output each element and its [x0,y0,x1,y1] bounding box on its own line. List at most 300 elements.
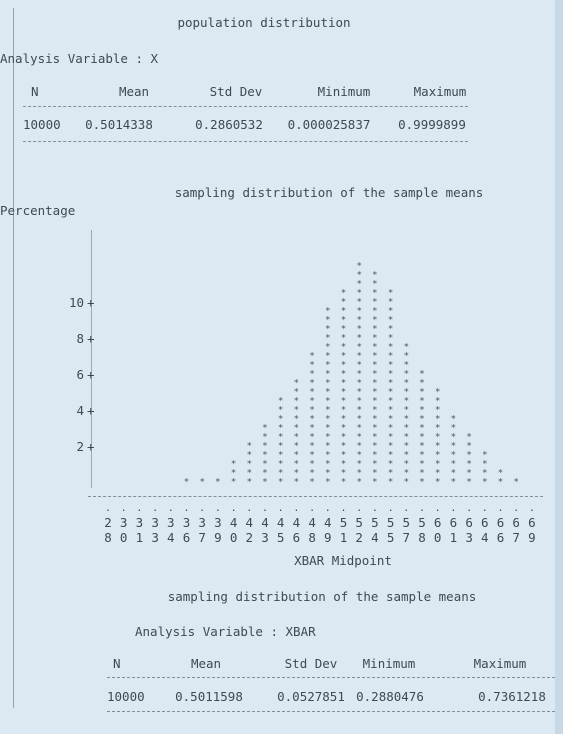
bar-star: * [325,432,331,443]
bar-star: * [482,468,488,479]
bar-star: * [340,360,347,371]
bar-star: * [387,351,394,362]
histogram-xlabel: XBAR Midpoint [294,553,392,568]
bar-star: * [466,477,472,488]
bar-star: * [277,423,284,434]
x-tick-label-ones: 4 [371,530,379,545]
bar-star: * [372,450,378,461]
pop-header-max: Maximum [413,84,467,99]
y-tick-mark: + [87,439,95,454]
bar-star: * [215,477,221,488]
population-var-label: Analysis Variable : X [0,51,159,66]
bar-star: * [387,324,394,335]
x-tick-dot: . [230,503,237,514]
x-tick-label-tens: 6 [528,515,536,530]
bar-star: * [387,360,394,371]
bar-star: * [262,477,268,488]
bar-star: * [309,459,315,470]
bar-star: * [340,441,347,452]
bar-star: * [309,432,315,443]
bar-star: * [293,423,300,434]
x-tick-label-tens: 5 [339,515,348,530]
x-tick-dot: . [340,503,347,514]
x-tick-dot: . [528,503,535,514]
pop-value-mean: 0.5014338 [85,117,153,132]
bar-star: * [325,378,331,389]
bar-star: * [293,405,300,416]
bar-star: * [293,477,300,488]
bar-star: * [277,405,284,416]
x-axis-line [88,496,543,497]
bar-star: * [325,351,331,362]
bar-star: * [309,369,315,380]
bar-star: * [309,423,315,434]
x-tick-label-tens: 5 [386,515,395,530]
bar-star: * [356,378,362,389]
x-tick-dot: . [246,503,253,514]
bar-star: * [466,441,472,452]
bar-star: * [340,450,347,461]
bar-star: * [372,387,378,398]
bar-star: * [199,477,205,488]
x-tick-label-ones: 7 [512,530,520,545]
bar-star: * [356,306,362,317]
bar-star: * [262,468,268,479]
bar-star: * [309,387,315,398]
pop-header-min: Minimum [317,84,371,99]
x-tick-label-tens: 4 [229,515,238,530]
x-tick-label-tens: 6 [449,515,458,530]
bar-star: * [450,423,457,434]
bar-star: * [356,441,362,452]
x-tick-dot: . [434,503,441,514]
x-tick-label-tens: 6 [512,515,520,530]
margin-rule [13,8,14,708]
bar-star: * [230,477,237,488]
bar-star: * [356,261,362,272]
bar-star: * [262,450,268,461]
y-tick-label: 2 [76,439,84,454]
bar-star: * [403,423,410,434]
bar-star: * [293,468,300,479]
bar-star: * [325,315,331,326]
x-tick-dot: . [277,503,284,514]
bar-star: * [434,396,441,407]
bar-star: * [403,405,410,416]
bar-star: * [309,360,315,371]
x-tick-label-ones: 3 [151,530,159,545]
bar-star: * [277,432,284,443]
x-tick-label-ones: 1 [135,530,144,545]
bar-star: * [434,450,441,461]
means-header-max: Maximum [473,656,527,671]
bar-star: * [450,459,457,470]
x-tick-dot: . [104,503,112,514]
bar-star: * [356,405,362,416]
x-tick-label-tens: 3 [151,515,159,530]
bar-star: * [387,450,394,461]
x-tick-label-ones: 8 [418,530,426,545]
bar-star: * [356,270,362,281]
bar-star: * [434,387,441,398]
bar-star: * [387,333,394,344]
x-tick-dot: . [261,503,269,514]
bar-star: * [372,432,378,443]
x-tick-label-ones: 1 [339,530,348,545]
bar-star: * [309,441,315,452]
bar-star: * [372,288,378,299]
x-tick-label-tens: 3 [119,515,128,530]
bar-star: * [434,414,441,425]
means-value-n: 10000 [107,689,145,704]
bar-star: * [434,432,441,443]
bar-star: * [309,405,315,416]
bar-star: * [246,477,253,488]
bar-star: * [450,441,457,452]
bar-star: * [277,396,284,407]
x-tick-label-ones: 9 [528,530,536,545]
bar-star: * [356,459,362,470]
x-tick-label-tens: 6 [433,515,442,530]
bar-star: * [387,378,394,389]
bar-star: * [309,396,315,407]
y-tick-label: 4 [76,403,84,418]
bar-star: * [419,468,425,479]
bar-star: * [434,468,441,479]
bar-star: * [340,387,347,398]
x-tick-label-ones: 2 [245,530,254,545]
bar-star: * [356,387,362,398]
bar-star: * [340,369,347,380]
means-var-label: Analysis Variable : XBAR [135,624,316,639]
x-tick-dot: . [481,503,488,514]
x-tick-dot: . [167,503,174,514]
bar-star: * [325,459,331,470]
x-tick-dot: . [199,503,206,514]
bar-star: * [372,333,378,344]
x-tick-label-ones: 9 [324,530,332,545]
bar-star: * [293,459,300,470]
bar-star: * [356,369,362,380]
bar-star: * [403,450,410,461]
x-tick-label-ones: 8 [308,530,316,545]
pop-rule-bottom [23,141,468,142]
bar-star: * [325,441,331,452]
bar-star: * [387,414,394,425]
bar-star: * [482,450,488,461]
means-value-max: 0.7361218 [478,689,546,704]
bar-star: * [325,333,331,344]
x-tick-dot: . [418,503,426,514]
x-tick-label-tens: 4 [324,515,332,530]
x-tick-label-tens: 4 [308,515,316,530]
bar-star: * [387,468,394,479]
means-value-stddev: 0.0527851 [277,689,345,704]
bar-star: * [356,324,362,335]
bar-star: * [387,342,394,353]
bar-star: * [277,468,284,479]
bar-star: * [387,396,394,407]
x-tick-label-ones: 3 [261,530,269,545]
x-tick-dot: . [497,503,504,514]
bar-star: * [403,477,410,488]
bar-star: * [372,279,378,290]
bar-star: * [419,414,425,425]
bar-star: * [325,387,331,398]
bar-star: * [419,405,425,416]
bar-star: * [277,459,284,470]
pop-value-stddev: 0.2860532 [195,117,263,132]
bar-star: * [387,459,394,470]
bar-star: * [403,351,410,362]
bar-star: * [372,351,378,362]
bar-star: * [372,297,378,308]
bar-star: * [450,414,457,425]
bar-star: * [246,468,253,479]
bar-star: * [293,396,300,407]
x-tick-dot: . [466,503,473,514]
bar-star: * [419,369,425,380]
bar-star: * [293,432,300,443]
bar-star: * [419,450,425,461]
x-tick-dot: . [450,503,457,514]
y-tick-label: 6 [76,367,84,382]
y-tick-mark: + [87,403,95,418]
bar-star: * [466,432,472,443]
bar-star: * [466,468,472,479]
bar-star: * [403,459,410,470]
pop-value-n: 10000 [23,117,61,132]
bar-star: * [356,315,362,326]
bar-star: * [372,441,378,452]
x-tick-dot: . [183,503,190,514]
bar-star: * [262,423,268,434]
x-tick-label-ones: 3 [465,530,473,545]
y-tick-mark: + [87,295,95,310]
bar-star: * [293,414,300,425]
x-tick-label-tens: 5 [355,515,363,530]
x-tick-label-ones: 0 [433,530,442,545]
bar-star: * [403,432,410,443]
bar-star: * [230,459,237,470]
x-tick-label-ones: 0 [229,530,238,545]
y-tick-mark: + [87,331,95,346]
x-tick-label-tens: 4 [245,515,254,530]
x-tick-dot: . [120,503,127,514]
bar-star: * [419,423,425,434]
bar-star: * [325,306,331,317]
population-title: population distribution [177,15,351,30]
x-tick-label-ones: 2 [355,530,363,545]
bar-star: * [434,405,441,416]
bar-star: * [387,306,394,317]
bar-star: * [403,369,410,380]
bar-star: * [450,432,457,443]
y-tick-label: 8 [76,331,84,346]
bar-star: * [387,288,394,299]
bar-star: * [277,414,284,425]
y-tick-label: 10 [68,295,84,310]
x-tick-label-ones: 7 [198,530,206,545]
bar-star: * [466,450,472,461]
bar-star: * [340,432,347,443]
bar-star: * [183,477,190,488]
bar-star: * [356,477,362,488]
bar-star: * [419,477,425,488]
x-tick-label-tens: 6 [496,515,505,530]
bar-star: * [372,369,378,380]
x-tick-label-tens: 5 [402,515,411,530]
bar-star: * [356,396,362,407]
bar-star: * [340,306,347,317]
bar-star: * [340,288,347,299]
bar-star: * [325,414,331,425]
bar-star: * [340,342,347,353]
bar-star: * [246,459,253,470]
bar-star: * [387,315,394,326]
bar-star: * [403,414,410,425]
bar-star: * [340,396,347,407]
bar-star: * [419,432,425,443]
bar-star: * [372,315,378,326]
bar-star: * [466,459,472,470]
bar-star: * [356,450,362,461]
bar-star: * [450,477,457,488]
bar-star: * [403,387,410,398]
bar-star: * [403,468,410,479]
x-tick-label-ones: 5 [276,530,285,545]
x-tick-label-ones: 0 [119,530,128,545]
x-tick-label-ones: 6 [292,530,301,545]
x-tick-label-ones: 4 [167,530,175,545]
bar-star: * [434,423,441,434]
bar-star: * [277,441,284,452]
bar-star: * [340,333,347,344]
bar-star: * [403,378,410,389]
bar-star: * [325,369,331,380]
bar-star: * [325,405,331,416]
bar-star: * [340,414,347,425]
bar-star: * [387,477,394,488]
bar-star: * [387,423,394,434]
bar-star: * [387,297,394,308]
means-header-min: Minimum [362,656,416,671]
bar-star: * [450,468,457,479]
x-tick-label-ones: 7 [402,530,411,545]
bar-star: * [372,270,378,281]
x-tick-label-tens: 3 [214,515,222,530]
x-tick-dot: . [152,503,159,514]
bar-star: * [325,450,331,461]
bar-star: * [434,441,441,452]
means-rule-bottom [107,711,555,712]
bar-star: * [387,405,394,416]
bar-star: * [293,441,300,452]
means-rule-top [107,677,555,678]
bar-star: * [340,351,347,362]
pop-value-min: 0.000025837 [287,117,371,132]
bar-star: * [372,396,378,407]
x-tick-dot: . [136,503,143,514]
x-tick-label-tens: 6 [465,515,473,530]
bar-star: * [309,477,315,488]
bar-star: * [262,441,268,452]
histogram-ylabel: Percentage [0,203,76,218]
x-tick-label-tens: 5 [418,515,426,530]
bar-star: * [372,468,378,479]
bar-star: * [482,477,488,488]
x-tick-label-tens: 4 [276,515,285,530]
bar-star: * [372,405,378,416]
bar-star: * [419,378,425,389]
bar-star: * [293,378,300,389]
bar-star: * [387,387,394,398]
x-tick-label-tens: 4 [261,515,269,530]
bar-star: * [403,441,410,452]
bar-star: * [325,324,331,335]
x-tick-label-ones: 6 [496,530,505,545]
bar-star: * [434,459,441,470]
bar-star: * [325,360,331,371]
bar-star: * [309,414,315,425]
x-tick-label-ones: 1 [449,530,458,545]
bar-star: * [497,477,504,488]
bar-star: * [450,450,457,461]
bar-star: * [387,441,394,452]
bar-star: * [309,378,315,389]
bar-star: * [419,459,425,470]
y-tick-mark: + [87,367,95,382]
bar-star: * [262,459,268,470]
bar-star: * [293,387,300,398]
bar-star: * [325,396,331,407]
x-tick-dot: . [403,503,410,514]
pop-header-mean: Mean [118,84,150,99]
x-tick-dot: . [324,503,331,514]
bar-star: * [340,378,347,389]
x-tick-label-ones: 4 [481,530,489,545]
x-tick-label-ones: 5 [386,530,395,545]
bar-star: * [356,351,362,362]
bar-star: * [262,432,268,443]
bar-star: * [356,360,362,371]
bar-star: * [372,306,378,317]
bar-star: * [403,360,410,371]
bar-star: * [309,468,315,479]
bar-star: * [387,432,394,443]
bar-star: * [340,315,347,326]
x-tick-dot: . [356,503,363,514]
bar-star: * [403,342,410,353]
bar-star: * [246,450,253,461]
bar-star: * [372,360,378,371]
x-tick-label-tens: 3 [135,515,144,530]
x-tick-label-tens: 6 [481,515,489,530]
pop-header-n: N [31,84,39,99]
bar-star: * [356,342,362,353]
x-tick-label-ones: 6 [182,530,191,545]
bar-star: * [340,297,347,308]
bar-star: * [356,432,362,443]
bar-star: * [340,459,347,470]
x-tick-label-tens: 3 [198,515,206,530]
bar-star: * [372,423,378,434]
bar-star: * [277,450,284,461]
x-tick-dot: . [214,503,221,514]
means-header-n: N [113,656,121,671]
bar-star: * [419,396,425,407]
x-tick-dot: . [513,503,520,514]
